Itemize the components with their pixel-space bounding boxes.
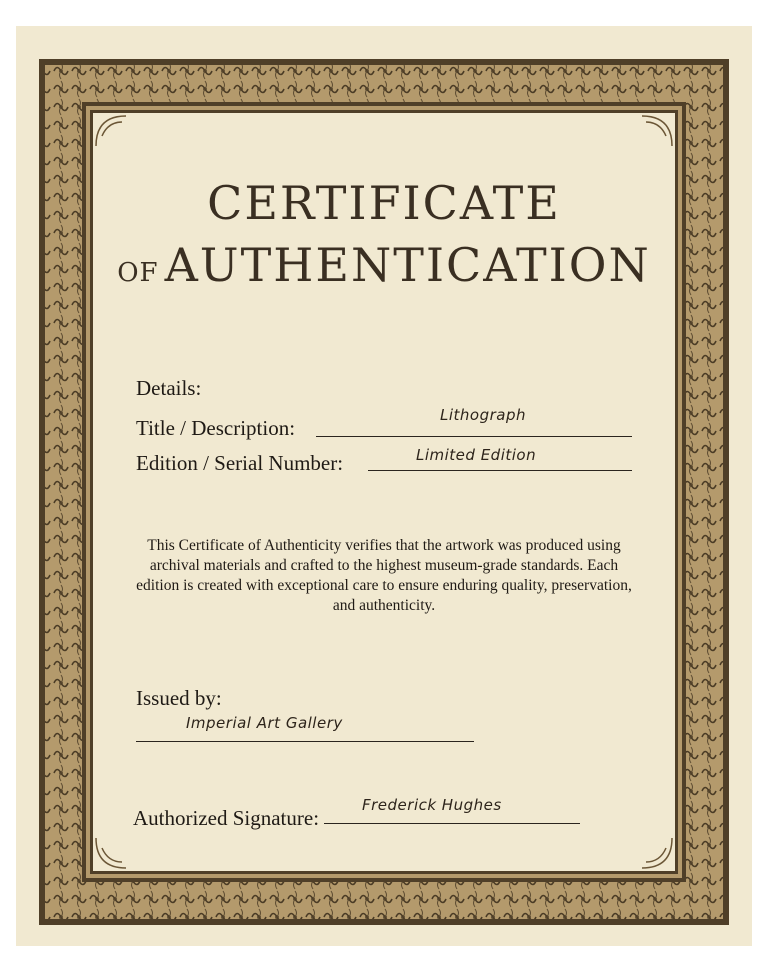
certificate-title-line2	[16, 238, 752, 292]
title-description-line	[316, 436, 632, 437]
certificate-title-line1: CERTIFICATE	[207, 176, 561, 230]
title-description-value: Lithograph	[440, 406, 526, 424]
issued-by-value: Imperial Art Gallery	[186, 714, 343, 732]
edition-value: Limited Edition	[416, 446, 537, 464]
signature-label: Authorized Signature:	[133, 806, 320, 830]
title-of: OF	[117, 258, 159, 288]
signature-line	[324, 823, 580, 824]
issued-by-line	[136, 741, 474, 742]
edition-line	[368, 470, 632, 471]
signature-value: Frederick Hughes	[362, 796, 502, 814]
certificate-page	[16, 26, 752, 946]
authenticity-statement: This Certificate of Authenticity verifies that the artwork was produced using archival materials and crafted to the highest museum-grade standards. Each edition is created with exceptional care to ensure enduring quality, preservation, and authenticity.	[136, 537, 632, 614]
edition-label: Edition / Serial Number:	[136, 451, 344, 475]
title-description-label: Title / Description:	[136, 416, 296, 440]
details-heading: Details:	[136, 376, 202, 400]
title-authentication: AUTHENTICATION	[164, 238, 651, 292]
issued-by-label: Issued by:	[136, 686, 222, 710]
